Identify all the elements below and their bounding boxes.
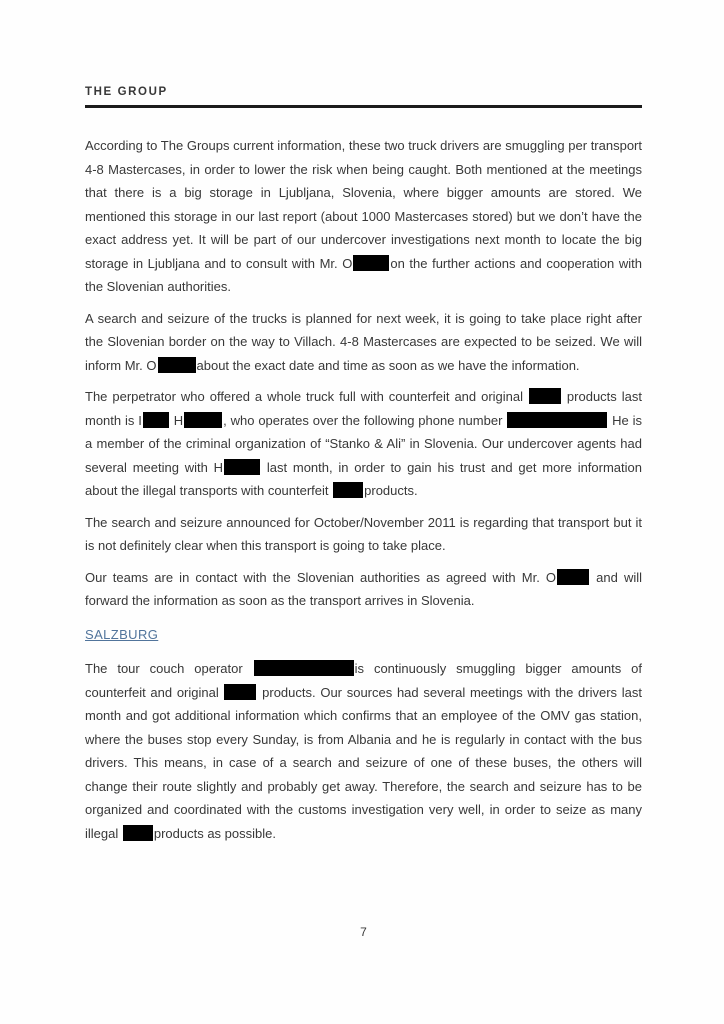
document-content [85,134,642,853]
redaction-bar [143,412,169,428]
redaction-bar [353,255,389,271]
paragraph: A search and seizure of the trucks is planned for next week, it is going to take place right after the Slovenian border on the way to Villach. 4-8 Mastercases are expected to be seized. We will inform Mr. O about the exact date and time as soon as we have the information. [85,310,642,373]
redaction-bar [557,569,589,585]
paragraph: The search and seizure announced for October/November 2011 is regarding that transport but it is not definitely clear when this transport is going to take place. [85,514,642,553]
redaction-bar [158,357,196,373]
paragraph: The perpetrator who offered a whole truck full with counterfeit and original products last month is I H , who operates over the following phone number He is a member of the criminal organization of “Stanko & Ali” in Slovenia. Our undercover agents had several meeting with H last month, in order to gain his trust and get more information about the illegal transports with counterfeit products. [85,389,643,498]
redaction-bar [224,459,260,475]
redaction-bar [507,412,607,428]
redaction-bar [184,412,222,428]
paragraph: According to The Groups current information, these two truck drivers are smuggling per transport 4-8 Mastercases, in order to lower the risk when being caught. Both mentioned at the meetings that there is a big storage in Ljubljana, Slovenia, where bigger amounts are stored. We mentioned this storage in our last report (about 1000 Mastercases stored) but we don’t have the exact address yet. It will be part of our undercover investigations next month to locate the big storage in Ljubljana and to consult with Mr. O on the further actions and cooperation with the Slovenian authorities. [85,138,642,294]
redaction-bar [333,482,363,498]
header-title: THE GROUP [85,86,168,98]
page-header [85,82,642,108]
redaction-bar [254,660,354,676]
redaction-bar [529,388,561,404]
page-number: 7 [360,925,367,939]
section-heading-salzburg[interactable]: SALZBURG [85,626,159,642]
redaction-bar [224,684,256,700]
paragraph: The tour couch operator is continuously smuggling bigger amounts of counterfeit and original products. Our sources had several meetings with the drivers last month and got additional information which confirms that an employee of the OMV gas station, where the buses stop every Sunday, is from Albania and he is regularly in contact with the bus drivers. This means, in case of a search and seizure of one of these buses, the others will change their route slightly and probably get away. Therefore, the search and seizure has to be organized and coordinated with the customs investigation very well, in order to seize as many illegal products as possible. [85,661,643,841]
redaction-bar [123,825,153,841]
paragraph: Our teams are in contact with the Slovenian authorities as agreed with Mr. O and will forward the information as soon as the transport arrives in Slovenia. [85,569,643,608]
